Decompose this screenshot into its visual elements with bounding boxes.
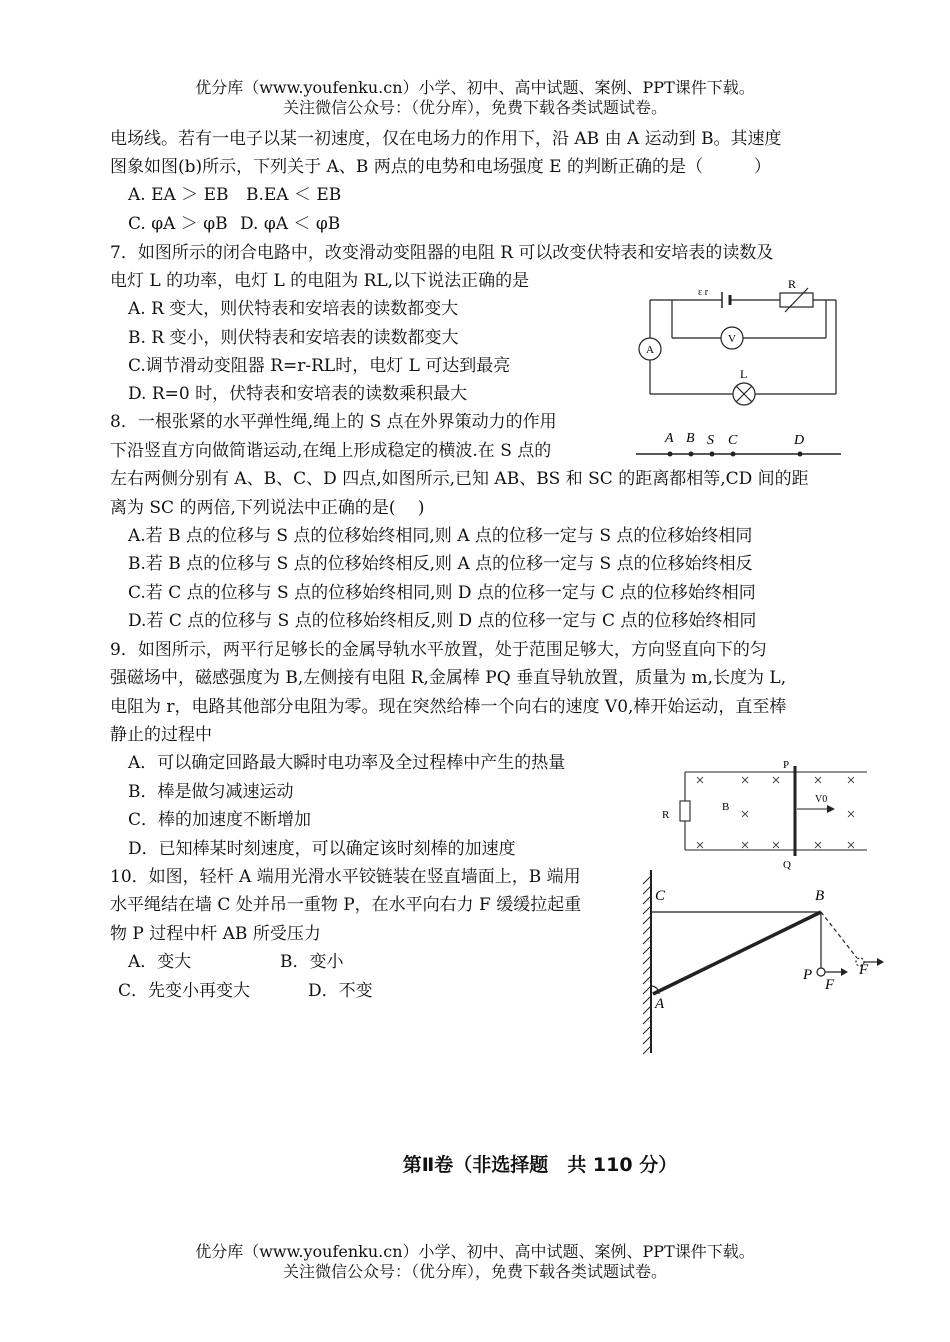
- q8-option-a: A.若 B 点的位移与 S 点的位移始终相同,则 A 点的位移一定与 S 点的位移始终相同: [128, 526, 753, 546]
- q9-option-a: A．可以确定回路最大瞬时电功率及全过程棒中产生的热量: [128, 753, 566, 773]
- q9-option-b: B．棒是做匀减速运动: [128, 782, 294, 802]
- q7-option-c: C.调节滑动变阻器 R=r-RL时，电灯 L 可达到最亮: [128, 356, 511, 376]
- q10-label-c: C: [655, 888, 666, 904]
- q6-option-a: A. EA ＞ EB: [128, 185, 229, 205]
- q9-line-2: 强磁场中，磁感强度为 B,左侧接有电阻 R,金属棒 PQ 垂直导轨放置，质量为 m,长度为 L,: [110, 668, 787, 688]
- q10-rod-figure: [635, 868, 885, 1058]
- q10-label-f1: F: [825, 977, 835, 993]
- q8-label-d: D: [794, 433, 805, 448]
- section-title: 第Ⅱ卷（非选择题 共 110 分）: [402, 1154, 678, 1176]
- q9-label-p: P: [783, 759, 790, 771]
- q8-line-4: 离为 SC 的两倍,下列说法中正确的是( ): [110, 498, 425, 518]
- q7-resistor-label: R: [788, 278, 797, 291]
- header-line-1: 优分库（www.youfenku.cn）小学、初中、高中试题、案例、PPT课件下载。: [195, 78, 755, 97]
- q7-option-a: A. R 变大，则伏特表和安培表的读数都变大: [128, 299, 459, 319]
- q8-option-d: D.若 C 点的位移与 S 点的位移始终相反,则 D 点的位移一定与 C 点的位移始终相同: [128, 611, 757, 631]
- q10-label-b: B: [815, 888, 825, 904]
- q10-label-a: A: [655, 996, 665, 1012]
- q9-line-1: 9．如图所示，两平行足够长的金属导轨水平放置，处于范围足够大，方向竖直向下的匀: [110, 640, 767, 660]
- q7-lamp-label: L: [740, 367, 748, 381]
- q8-option-b: B.若 B 点的位移与 S 点的位移始终相反,则 A 点的位移一定与 S 点的位移始终相反: [128, 554, 753, 574]
- q10-option-d: D．不变: [308, 981, 373, 1001]
- q8-rope-figure: [636, 424, 846, 460]
- q7-voltmeter-label: V: [728, 333, 736, 345]
- q10-line-3: 物 P 过程中杆 AB 所受压力: [110, 924, 321, 944]
- q10-option-a: A．变大: [128, 952, 192, 972]
- header-line-2: 关注微信公众号：（优分库），免费下载各类试题试卷。: [282, 98, 667, 117]
- q6-option-c: C. φA ＞ φB: [128, 214, 228, 234]
- q9-label-r: R: [662, 809, 670, 821]
- q9-line-3: 电阻为 r，电路其他部分电阻为零。现在突然给棒一个向右的速度 V0,棒开始运动，直至棒: [110, 697, 787, 717]
- q9-label-q: Q: [783, 859, 791, 871]
- q10-option-c: C．先变小再变大: [118, 981, 251, 1001]
- q8-label-b: B: [686, 431, 695, 446]
- footer-line-1: 优分库（www.youfenku.cn）小学、初中、高中试题、案例、PPT课件下载。: [195, 1242, 755, 1261]
- q6-option-b: B.EA ＜ EB: [246, 185, 342, 205]
- q7-line-1: 7．如图所示的闭合电路中，改变滑动变阻器的电阻 R 可以改变伏特表和安培表的读数及: [110, 243, 774, 263]
- q8-label-c: C: [728, 433, 738, 448]
- q10-label-p: P: [803, 967, 813, 983]
- footer-line-2: 关注微信公众号：（优分库），免费下载各类试题试卷。: [282, 1262, 667, 1281]
- q6-line-1: 电场线。若有一电子以某一初速度，仅在电场力的作用下，沿 AB 由 A 运动到 B。其速度: [110, 129, 782, 149]
- q10-line-1: 10．如图，轻杆 A 端用光滑水平铰链装在竖直墙面上，B 端用: [110, 867, 581, 887]
- q8-line-1: 8．一根张紧的水平弹性绳,绳上的 S 点在外界策动力的作用: [110, 412, 557, 432]
- q7-ammeter-label: A: [646, 344, 654, 356]
- q9-line-4: 静止的过程中: [110, 725, 212, 745]
- q8-line-3: 左右两侧分别有 A、B、C、D 四点,如图所示,已知 AB、BS 和 SC 的距离都相等,CD 间的距: [110, 469, 809, 489]
- q6-option-d: D. φA ＜ φB: [240, 214, 341, 234]
- q7-line-2: 电灯 L 的功率，电灯 L 的电阻为 RL,以下说法正确的是: [110, 271, 530, 291]
- q7-option-d: D. R=0 时，伏特表和安培表的读数乘积最大: [128, 384, 468, 404]
- q8-label-s: S: [707, 433, 714, 448]
- q9-rails-figure: [655, 756, 870, 874]
- q9-label-b: B: [722, 801, 730, 813]
- q9-option-c: C．棒的加速度不断增加: [128, 810, 312, 830]
- q7-emf-label: ε r: [698, 287, 709, 298]
- q6-line-2: 图象如图(b)所示，下列关于 A、B 两点的电势和电场强度 E 的判断正确的是（ ）: [110, 157, 771, 177]
- q8-line-2: 下沿竖直方向做简谐运动,在绳上形成稳定的横波.在 S 点的: [110, 441, 552, 461]
- q10-label-f2: F: [859, 962, 869, 978]
- q7-option-b: B. R 变小，则伏特表和安培表的读数都变大: [128, 328, 459, 348]
- q7-circuit-figure: [630, 278, 845, 413]
- q9-label-v0: V0: [815, 794, 828, 805]
- q8-label-a: A: [665, 431, 674, 446]
- q8-option-c: C.若 C 点的位移与 S 点的位移始终相同,则 D 点的位移一定与 C 点的位移始终相同: [128, 583, 756, 603]
- q10-line-2: 水平绳结在墙 C 处并吊一重物 P，在水平向右力 F 缓缓拉起重: [110, 895, 582, 915]
- q10-option-b: B．变小: [280, 952, 344, 972]
- q9-option-d: D．已知棒某时刻速度，可以确定该时刻棒的加速度: [128, 839, 516, 859]
